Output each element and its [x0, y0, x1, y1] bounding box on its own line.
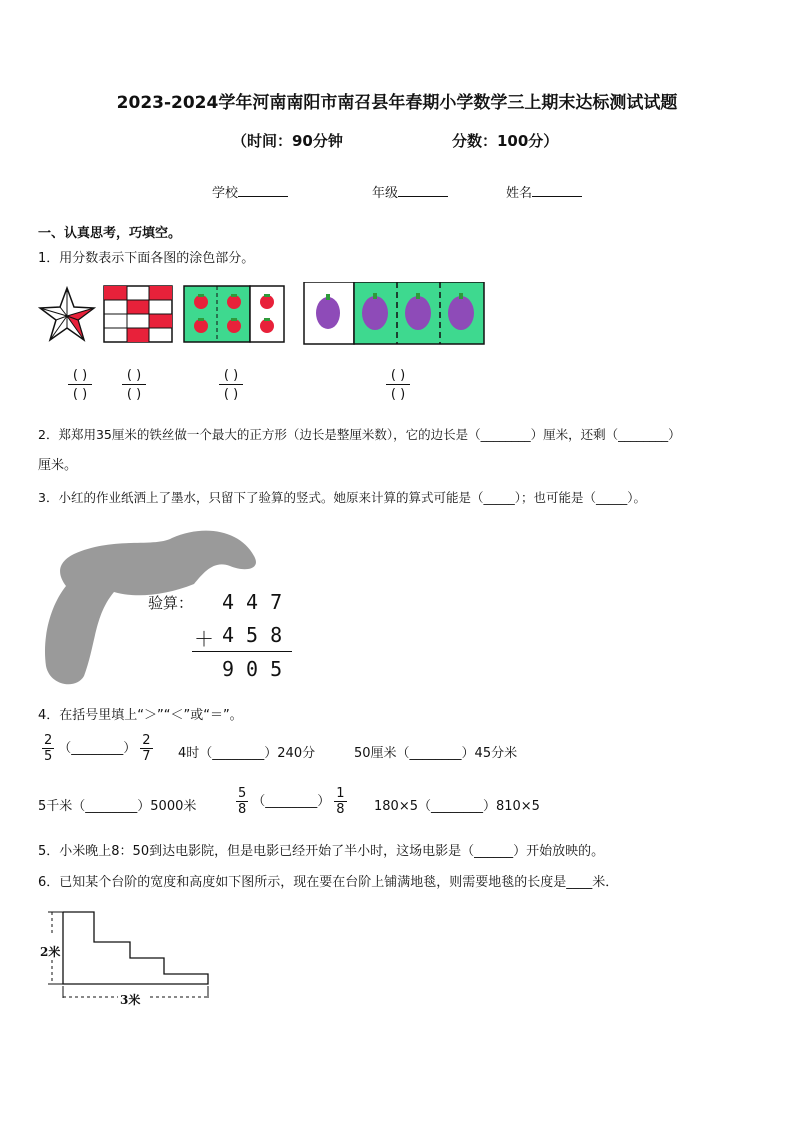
compare-d[interactable]: 5千米（________）5000米	[38, 799, 197, 814]
question-2-cont: 厘米。	[38, 458, 78, 473]
name-label: 姓名	[506, 186, 533, 201]
question-3: 3．小红的作业纸洒上了墨水，只留下了验算的竖式。她原来计算的算式可能是（_____）；也可能是（_____）。	[38, 490, 646, 505]
section-heading: 一、认真思考，巧填空。	[38, 226, 182, 241]
exam-score: 分数：100分）	[452, 132, 559, 150]
school-label: 学校	[212, 186, 239, 201]
answer-fraction-3[interactable]: ( ) ( )	[219, 368, 243, 402]
name-field[interactable]	[506, 182, 582, 201]
check-label: 验算：	[148, 594, 194, 612]
answer-fraction-4[interactable]: ( ) ( )	[386, 368, 410, 402]
answer-fraction-2[interactable]: ( ) ( )	[122, 368, 146, 402]
compare-f[interactable]: 180×5（________）810×5	[374, 799, 540, 814]
sum-line	[192, 651, 292, 652]
q1-figures	[36, 282, 496, 348]
grid-figure	[104, 286, 172, 342]
star-figure	[40, 288, 94, 340]
grade-field[interactable]	[372, 182, 448, 201]
compare-a[interactable]: $\frac{2}{5}$ （________） $\frac{2}{7}$	[44, 733, 151, 764]
school-field[interactable]	[212, 182, 288, 201]
compare-b[interactable]: 4时（________）240分	[178, 746, 316, 761]
question-2: 2．郑郑用35厘米的铁丝做一个最大的正方形（边长是整厘米数），它的边长是（________）厘米，还剩（________）	[38, 427, 681, 442]
question-1: 1．用分数表示下面各图的涂色部分。	[38, 251, 255, 266]
compare-c[interactable]: 50厘米（________）45分米	[354, 746, 518, 761]
compare-e[interactable]: $\frac{5}{8}$ （________） $\frac{1}{8}$	[238, 786, 345, 817]
page-title: 2023-2024学年河南南阳市南召县年春期小学数学三上期末达标测试试题	[116, 93, 678, 113]
answer-fraction-1[interactable]: ( ) ( )	[68, 368, 92, 402]
grade-blank[interactable]	[398, 184, 448, 197]
addend-1: 447	[222, 590, 295, 614]
plus-sign: ＋	[194, 627, 226, 651]
exam-time: （时间：90分钟	[232, 132, 343, 150]
question-4: 4．在括号里填上“＞”“＜”或“＝”。	[38, 708, 243, 723]
question-6: 6．已知某个台阶的宽度和高度如下图所示，现在要在台阶上铺满地毯，则需要地毯的长度是____米．	[38, 875, 619, 890]
height-label: 2米	[40, 945, 61, 959]
grade-label: 年级	[372, 186, 399, 201]
school-blank[interactable]	[238, 184, 288, 197]
addend-2: 458	[222, 623, 295, 647]
grape-figure	[304, 282, 484, 344]
strawberry-figure	[184, 286, 284, 342]
sum: 905	[222, 657, 295, 681]
question-5: 5．小米晚上8：50到达电影院，但是电影已经开始了半小时，这场电影是（______）开始放映的。	[38, 844, 605, 859]
width-label: 3米	[120, 993, 141, 1007]
name-blank[interactable]	[532, 184, 582, 197]
